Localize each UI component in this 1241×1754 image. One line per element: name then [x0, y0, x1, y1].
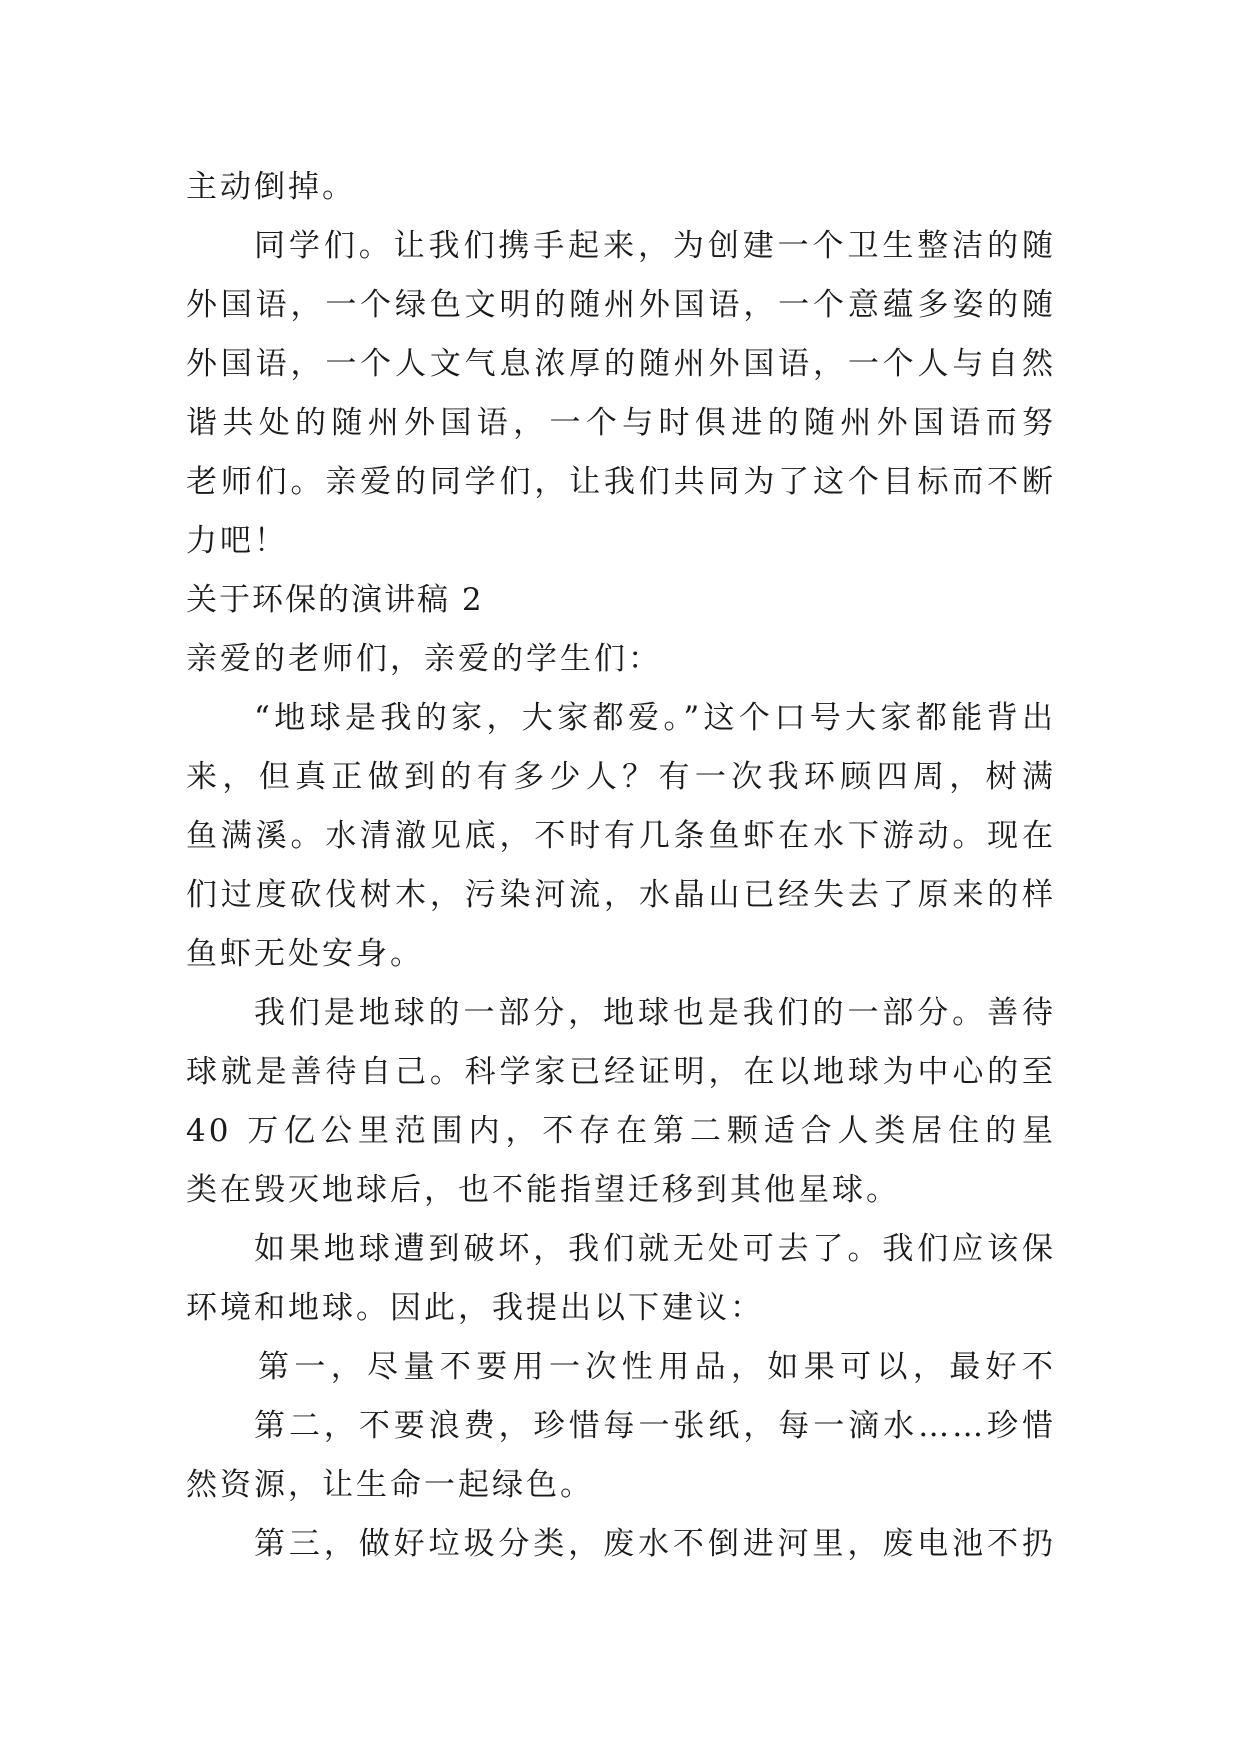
text-line: 主动倒掉。 [186, 169, 356, 205]
text-line: 外国语，一个人文气息浓厚的随州外国语，一个人与自然 [186, 346, 1056, 382]
document-body [186, 158, 1056, 1574]
text-line: 老师们。亲爱的同学们，让我们共同为了这个目标而不断 [186, 464, 1056, 500]
text-line: 鱼满溪。水清澈见底，不时有几条鱼虾在水下游动。现在 [186, 818, 1056, 854]
paragraph-first-line: 如果地球遭到破坏，我们就无处可去了。我们应该保 [254, 1231, 1056, 1267]
suggestion-item-1: 第一，尽量不要用一次性用品，如果可以，最好不 [258, 1349, 1056, 1385]
text-line: 来，但真正做到的有多少人？有一次我环顾四周，树满 [186, 759, 1056, 795]
suggestion-item-3: 第三，做好垃圾分类，废水不倒进河里，废电池不扔 [254, 1526, 1056, 1562]
text-line: 然资源，让生命一起绿色。 [186, 1467, 594, 1503]
suggestion-item-2: 第二，不要浪费，珍惜每一张纸，每一滴水……珍惜 [254, 1408, 1056, 1444]
text-line: 球就是善待自己。科学家已经证明，在以地球为中心的至 [186, 1054, 1056, 1090]
section-title: 关于环保的演讲稿 2 [186, 582, 484, 618]
text-line: 力吧！ [186, 523, 288, 559]
text-line: 外国语，一个绿色文明的随州外国语，一个意蕴多姿的随 [186, 287, 1056, 323]
paragraph-first-line: “地球是我的家，大家都爱。”这个口号大家都能背出 [254, 700, 1056, 736]
salutation: 亲爱的老师们，亲爱的学生们： [186, 641, 662, 677]
text-line: 们过度砍伐树木，污染河流，水晶山已经失去了原来的样 [186, 877, 1056, 913]
text-line: 谐共处的随州外国语，一个与时俱进的随州外国语而努 [186, 405, 1056, 441]
text-line: 鱼虾无处安身。 [186, 936, 424, 972]
text-line: 40 万亿公里范围内，不存在第二颗适合人类居住的星 [186, 1113, 1056, 1149]
text-line: 类在毁灭地球后，也不能指望迁移到其他星球。 [186, 1172, 900, 1208]
paragraph-first-line: 同学们。让我们携手起来，为创建一个卫生整洁的随 [254, 228, 1056, 264]
text-line: 环境和地球。因此，我提出以下建议： [186, 1290, 764, 1326]
paragraph-first-line: 我们是地球的一部分，地球也是我们的一部分。善待 [254, 995, 1056, 1031]
